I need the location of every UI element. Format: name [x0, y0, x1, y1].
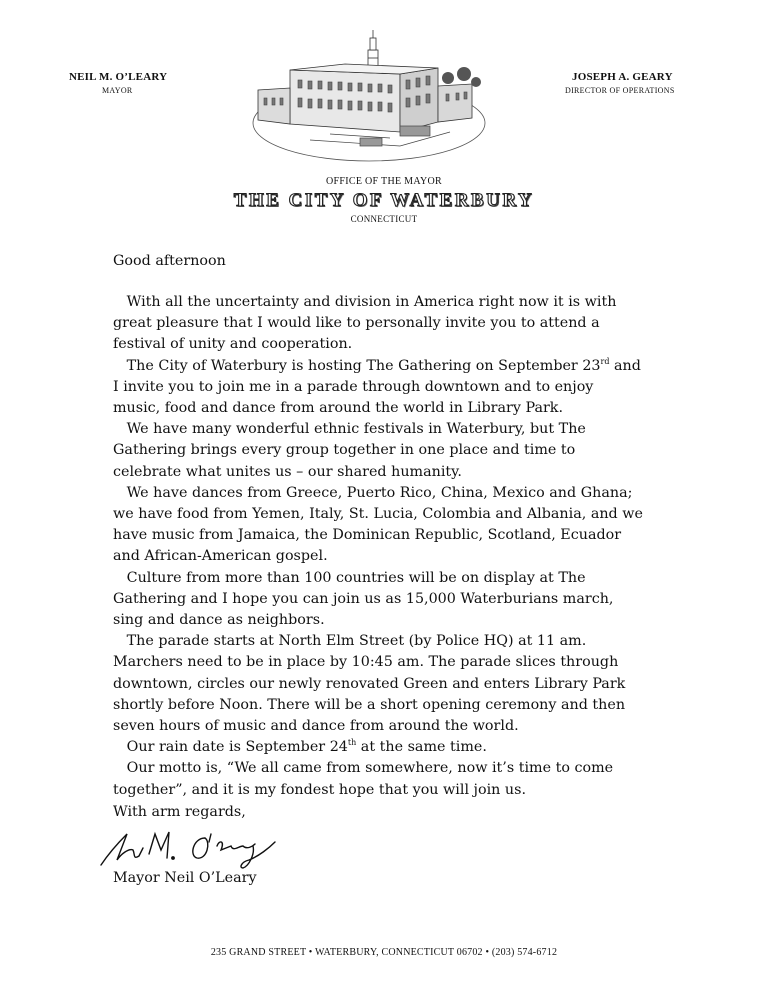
letter-line: Gathering and I hope you can join us as 15,000 Waterburians march, [113, 590, 614, 607]
letter-line: shortly before Noon. There will be a short opening ceremony and then [113, 696, 626, 713]
director-title: DIRECTOR OF OPERATIONS [565, 86, 675, 95]
letter-line: We have many wonderful ethnic festivals in Waterbury, but The [126, 421, 586, 438]
letter-line: music, food and dance from around the world in Library Park. [113, 400, 564, 417]
closing: With arm regards, [113, 804, 246, 820]
letter-line: we have food from Yemen, Italy, St. Lucia, Colombia and Albania, and we [113, 506, 643, 523]
mayor-name: NEIL M. O’LEARY [69, 71, 168, 83]
mayor-title: MAYOR [102, 86, 133, 95]
city-hall-illustration [250, 28, 488, 163]
letter-line: I invite you to join me in a parade through downtown and to enjoy [113, 378, 594, 395]
letter-line: Our rain date is September 24th at the same time. [126, 738, 487, 756]
letter-line: festival of unity and cooperation. [113, 336, 353, 353]
letter-line: seven hours of music and dance from around the world. [113, 718, 519, 735]
letter-line: Gathering brings every group together in one place and time to [113, 442, 576, 459]
letter-line: and African-American gospel. [113, 548, 328, 565]
letter-line: We have dances from Greece, Puerto Rico, China, Mexico and Ghana; [126, 484, 633, 501]
greeting: Good afternoon [113, 253, 226, 269]
city-name-logo: THE CITY OF WATERBURY [233, 190, 535, 211]
letter-line: celebrate what unites us – our shared humanity. [113, 463, 462, 480]
letter-line: Marchers need to be in place by 10:45 am. The parade slices through [113, 654, 619, 671]
footer-address: 235 GRAND STREET • WATERBURY, CONNECTICUT 06702 • (203) 574-6712 [210, 947, 558, 958]
signer-name: Mayor Neil O’Leary [113, 870, 257, 886]
letter-line: Culture from more than 100 countries will be on display at The [126, 569, 586, 586]
letter-body [113, 292, 665, 801]
letter-line: The parade starts at North Elm Street (by Police HQ) at 11 am. [126, 633, 587, 650]
letter-line: have music from Jamaica, the Dominican Republic, Scotland, Ecuador [113, 527, 622, 544]
director-name: JOSEPH A. GEARY [572, 71, 673, 83]
letter-line: downtown, circles our newly renovated Green and enters Library Park [113, 675, 626, 692]
letter-line: great pleasure that I would like to personally invite you to attend a [113, 315, 600, 332]
letter-line: Our motto is, “We all came from somewhere, now it’s time to come [126, 760, 614, 777]
letter-line: sing and dance as neighbors. [113, 612, 325, 629]
state-name: CONNECTICUT [350, 214, 418, 224]
letter-line: together”, and it is my fondest hope that you will join us. [113, 781, 527, 798]
letter-line: With all the uncertainty and division in America right now it is with [126, 294, 617, 310]
letter-line: The City of Waterbury is hosting The Gathering on September 23rd and [126, 356, 641, 374]
office-of-the-mayor: OFFICE OF THE MAYOR [325, 176, 442, 187]
